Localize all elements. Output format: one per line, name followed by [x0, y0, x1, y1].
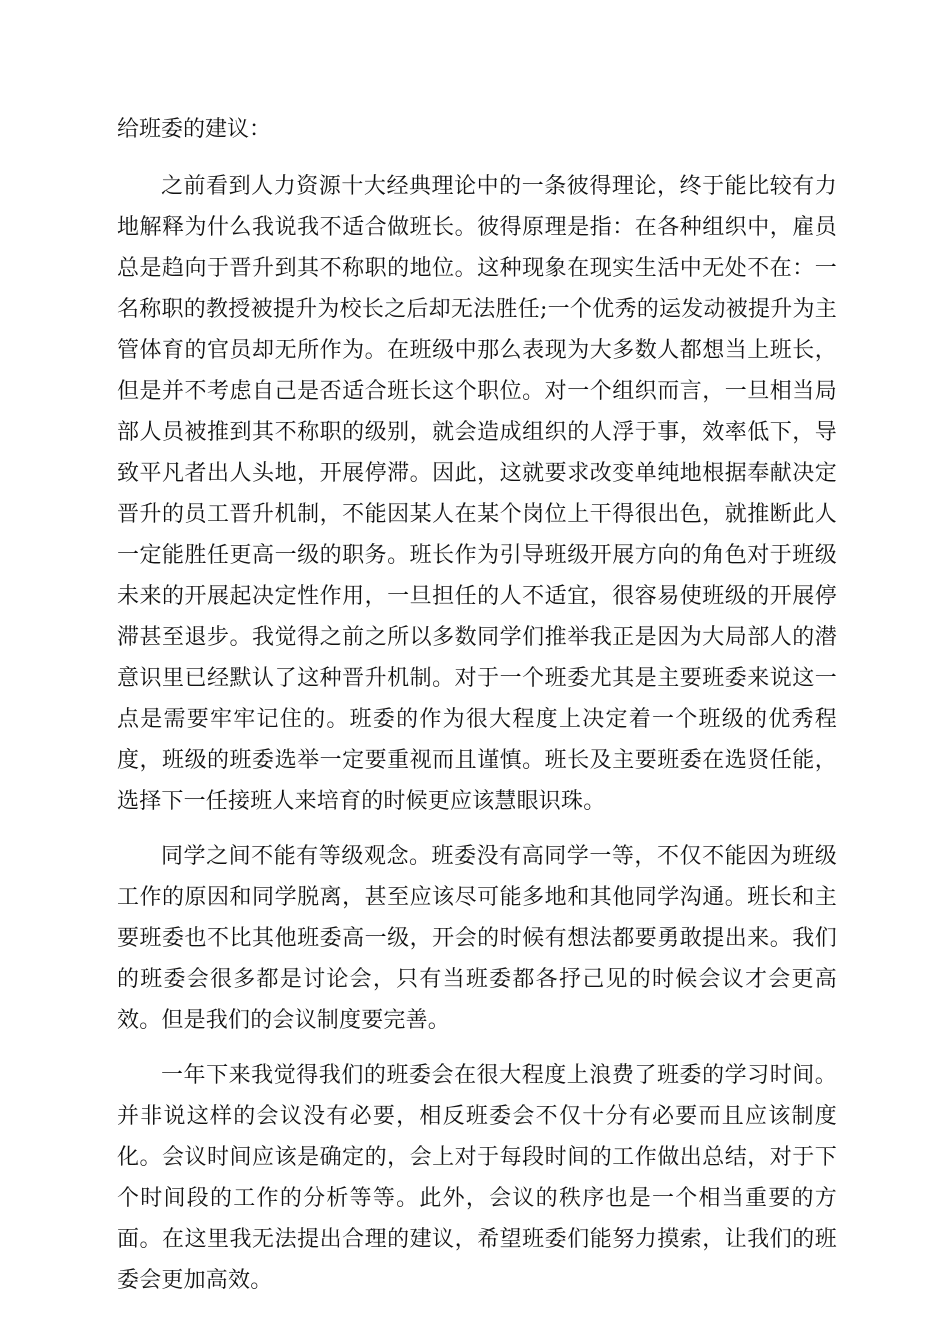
document-heading: 给班委的建议：: [117, 117, 272, 142]
paragraph-meetings: 一年下来我觉得我们的班委会在很大程度上浪费了班委的学习时间。并非说这样的会议没有必要，相反班委会不仅十分有必要而且应该制度化。会议时间应该是确定的，会上对于每段时间的工作做出总结，对于下个时间段的工作的分析等等。此外，会议的秩序也是一个相当重要的方面。在这里我无法提出合理的建议，希望班委们能努力摸索，让我们的班委会更加高效。: [117, 1063, 837, 1293]
document-page: [117, 108, 837, 1315]
paragraph-equality: 同学之间不能有等级观念。班委没有高同学一等，不仅不能因为班级工作的原因和同学脱离，甚至应该尽可能多地和其他同学沟通。班长和主要班委也不比其他班委高一级，开会的时候有想法都要勇敢提出来。我们的班委会很多都是讨论会，只有当班委都各抒己见的时候会议才会更高效。但是我们的会议制度要完善。: [117, 844, 837, 1033]
paragraph-peter-principle: 之前看到人力资源十大经典理论中的一条彼得理论，终于能比较有力地解释为什么我说我不适合做班长。彼得原理是指：在各种组织中，雇员总是趋向于晋升到其不称职的地位。这种现象在现实生活中无处不在：一名称职的教授被提升为校长之后却无法胜任;一个优秀的运发动被提升为主管体育的官员却无所作为。在班级中那么表现为大多数人都想当上班长，但是并不考虑自己是否适合班长这个职位。对一个组织而言，一旦相当局部人员被推到其不称职的级别，就会造成组织的人浮于事，效率低下，导致平凡者出人头地，开展停滞。因此，这就要求改变单纯地根据奉献决定晋升的员工晋升机制，不能因某人在某个岗位上干得很出色，就推断此人一定能胜任更高一级的职务。班长作为引导班级开展方向的角色对于班级未来的开展起决定性作用，一旦担任的人不适宜，很容易使班级的开展停滞甚至退步。我觉得之前之所以多数同学们推举我正是因为大局部人的潜意识里已经默认了这种晋升机制。对于一个班委尤其是主要班委来说这一点是需要牢牢记住的。班委的作为很大程度上决定着一个班级的优秀程度，班级的班委选举一定要重视而且谨慎。班长及主要班委在选贤任能，选择下一任接班人来培育的时候更应该慧眼识珠。: [117, 174, 837, 814]
